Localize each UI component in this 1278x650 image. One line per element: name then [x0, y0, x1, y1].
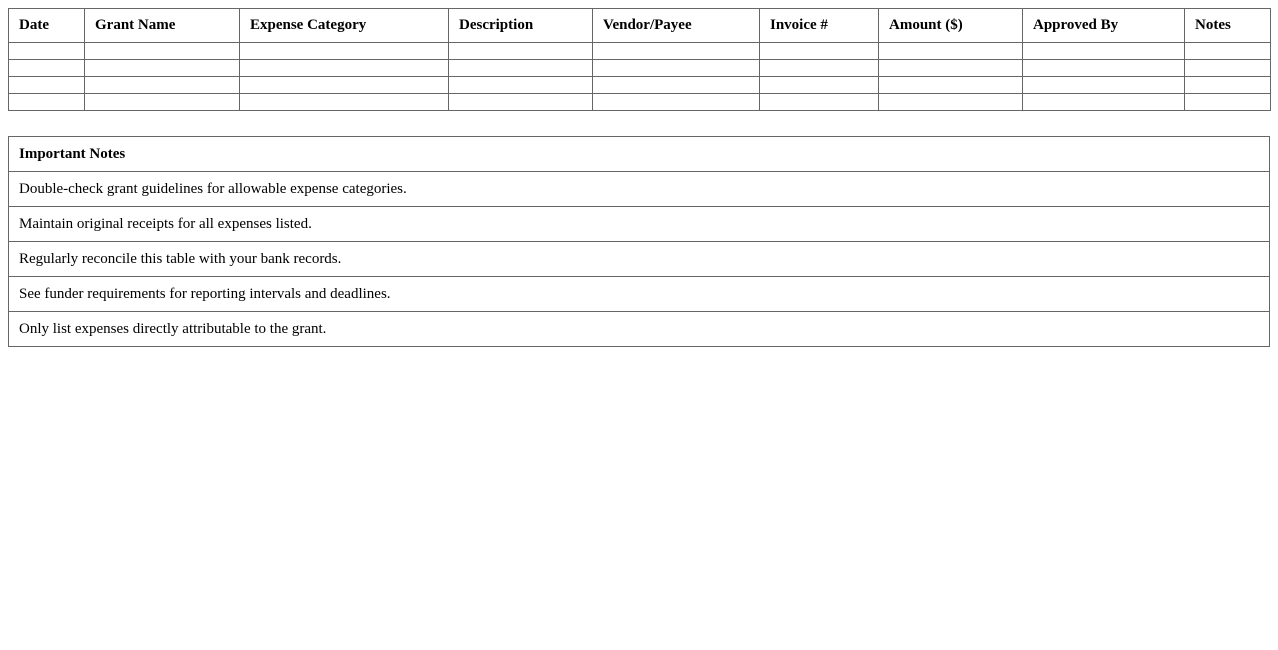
note-item: Maintain original receipts for all expenses listed.: [9, 207, 1270, 242]
note-item: See funder requirements for reporting intervals and deadlines.: [9, 277, 1270, 312]
table-cell[interactable]: [1023, 43, 1185, 60]
table-cell[interactable]: [593, 94, 760, 111]
table-cell[interactable]: [593, 77, 760, 94]
important-notes-table: [8, 136, 1270, 347]
table-cell[interactable]: [1185, 60, 1271, 77]
expense-table-body: [9, 43, 1271, 111]
header-expense-category: Expense Category: [240, 9, 449, 43]
table-cell[interactable]: [449, 43, 593, 60]
table-cell[interactable]: [760, 94, 879, 111]
table-cell[interactable]: [449, 77, 593, 94]
table-cell[interactable]: [9, 94, 85, 111]
table-cell[interactable]: [879, 60, 1023, 77]
table-cell[interactable]: [240, 94, 449, 111]
header-invoice-number: Invoice #: [760, 9, 879, 43]
table-cell[interactable]: [9, 43, 85, 60]
note-row: [9, 207, 1270, 242]
header-amount: Amount ($): [879, 9, 1023, 43]
note-row: [9, 242, 1270, 277]
table-cell[interactable]: [85, 60, 240, 77]
table-cell[interactable]: [760, 43, 879, 60]
table-cell[interactable]: [593, 60, 760, 77]
note-item: Double-check grant guidelines for allowable expense categories.: [9, 172, 1270, 207]
table-cell[interactable]: [85, 43, 240, 60]
header-date: Date: [9, 9, 85, 43]
table-row: [9, 43, 1271, 60]
table-cell[interactable]: [1023, 77, 1185, 94]
header-vendor-payee: Vendor/Payee: [593, 9, 760, 43]
table-cell[interactable]: [593, 43, 760, 60]
table-cell[interactable]: [879, 94, 1023, 111]
table-row: [9, 94, 1271, 111]
expense-header-row: [9, 9, 1271, 43]
note-item: Regularly reconcile this table with your bank records.: [9, 242, 1270, 277]
note-row: [9, 312, 1270, 347]
table-cell[interactable]: [240, 60, 449, 77]
header-approved-by: Approved By: [1023, 9, 1185, 43]
note-row: [9, 172, 1270, 207]
table-cell[interactable]: [760, 77, 879, 94]
table-cell[interactable]: [1185, 94, 1271, 111]
table-cell[interactable]: [85, 94, 240, 111]
table-cell[interactable]: [1023, 60, 1185, 77]
notes-title-row: [9, 137, 1270, 172]
table-row: [9, 77, 1271, 94]
header-description: Description: [449, 9, 593, 43]
table-cell[interactable]: [449, 60, 593, 77]
table-cell[interactable]: [240, 43, 449, 60]
table-cell[interactable]: [9, 77, 85, 94]
table-cell[interactable]: [1023, 94, 1185, 111]
note-row: [9, 277, 1270, 312]
table-cell[interactable]: [240, 77, 449, 94]
table-cell[interactable]: [879, 43, 1023, 60]
table-cell[interactable]: [85, 77, 240, 94]
notes-title: Important Notes: [9, 137, 1270, 172]
table-cell[interactable]: [879, 77, 1023, 94]
table-row: [9, 60, 1271, 77]
header-notes: Notes: [1185, 9, 1271, 43]
header-grant-name: Grant Name: [85, 9, 240, 43]
expense-table: [8, 8, 1271, 111]
table-cell[interactable]: [9, 60, 85, 77]
table-cell[interactable]: [449, 94, 593, 111]
table-cell[interactable]: [760, 60, 879, 77]
table-cell[interactable]: [1185, 77, 1271, 94]
note-item: Only list expenses directly attributable to the grant.: [9, 312, 1270, 347]
table-cell[interactable]: [1185, 43, 1271, 60]
